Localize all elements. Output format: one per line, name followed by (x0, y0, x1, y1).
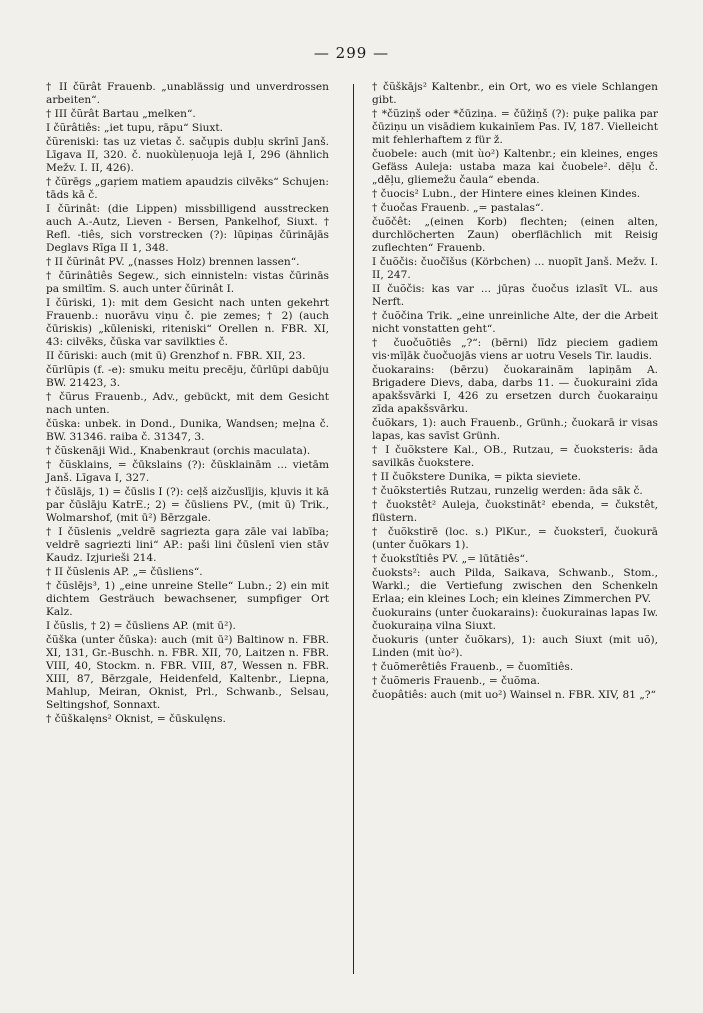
dictionary-entry: † čũrēgs „gaŗiem matiem apaudzis cilvēks“ Schujen: tāds kā č. (46, 176, 329, 201)
dictionary-entry: čũska: unbek. in Dond., Dunika, Wandsen; mel̦na č. BW. 31346. raiba č. 31347, 3. (46, 418, 329, 443)
dictionary-entry: † čũškalęns² Oknist, = čūskulęns. (46, 713, 226, 725)
column-divider (353, 84, 354, 974)
dictionary-entry: † čuokstêt² Auleja, čuokstināt² ebenda, = čukstêt, flüstern. (372, 499, 658, 524)
dictionary-entry: † čũrus Frauenb., Adv., gebückt, mit dem Gesicht nach unten. (46, 391, 329, 416)
dictionary-entry: I čũrinât: (die Lippen) missbilligend ausstrecken auch A.-Autz, Lieven - Bersen, Pankelhof, Siuxt. † Refl. -tiês, sich vorstrecken (?): lūpiņas čūrinājās Deglavs Rīga II 1, 348. (46, 203, 329, 254)
dictionary-entry: † III čũrât Bartau „melken“. (46, 108, 196, 120)
dictionary-entry: † čuõmerêtiês Frauenb., = čuomītiês. (372, 661, 574, 673)
dictionary-entry: † I čũslenis „veldrē sagriezta gaŗa zāle vai labība; veldrē sagriezti lini“ AP.: paši lini čūslenī vien stāv Kaudz. Izjurieši 214. (46, 526, 329, 564)
dictionary-entry: čuoksts²: auch Pilda, Saikava, Schwanb., Stom., Warkl.; die Vertiefung zwischen den Schenkeln Erlaa; ein kleines Loch; ein kleines Zimmerchen PV. (372, 567, 658, 605)
dictionary-entry: II čũriski: auch (mit ū) Grenzhof n. FBR. XII, 23. (46, 350, 306, 362)
dictionary-entry: † II čũslenis AP. „= čūsliens“. (46, 566, 203, 578)
dictionary-entry: čũška (unter čūska): auch (mit ū²) Baltinow n. FBR. XI, 131, Gr.-Buschh. n. FBR. XII, 70, Laitzen n. FBR. VIII, 40, Stockm. n. FBR. VIII, 87, Wessen n. FBR. XIII, 87, Bērzgale, Heidenfeld, Kaltenbr., Liepna, Mahlup, Meiran, Oknist, Prl., Schwanb., Selsau, Seltingshof, Sonnaxt. (46, 634, 329, 711)
dictionary-entry: † čuokstîtiês PV. „= lūtātiês“. (372, 553, 529, 565)
dictionary-entry: čũreniski: tas uz vietas č. saču̦pis dubl̦u skrīnī Janš. Līgava II, 320. č. nuokùlen̦uoja lejā I, 296 (ähnlich Mežv. I. II, 426). (46, 136, 329, 174)
dictionary-entry: I čũrâtiês: „iet tupu, rāpu“ Siuxt. (46, 122, 224, 134)
dictionary-entry: čuõčêt: „(einen Korb) flechten; (einen alten, durchlöcherten Zaun) oberflächlich mit Reisig zuflechten“ Frauenb. (372, 216, 658, 254)
dictionary-entry: čuopâtiês: auch (mit uo²) Wainsel n. FBR. XIV, 81 „?“ (372, 689, 656, 701)
page-number: — 299 — (313, 44, 390, 62)
dictionary-entry: † *čũziņš oder *čūziņa. = čūžiņš (?): puķe palika par čūziņu un visādiem kukainīem Pas. IV, 187. Vielleicht mit fehlerhaftem z für ž. (372, 108, 658, 146)
dictionary-entry: I čuõčis: čuočīšus (Körbchen) ... nuopīt Janš. Mežv. I. II, 247. (372, 256, 658, 281)
dictionary-entry: † čũsklains, = čūkslains (?): čūsklainām ... vietām Janš. Līgava I, 327. (46, 459, 329, 484)
left-column (46, 81, 329, 727)
dictionary-entry: † čũskenāji Wid., Knabenkraut (orchis maculata). (46, 445, 311, 457)
dictionary-entry: † I čuõkstere Kal., OB., Rutzau, = čuoksteris: āda savilkās čuokstere. (372, 444, 658, 469)
dictionary-entry: I čũriski, 1): mit dem Gesicht nach unten gekehrt Frauenb.: nuorāvu viņu č. pie zemes; † 2) (auch čūriskis) „kūleniski, riteniski“ Orellen n. FBR. XI, 43: cilvēks, čūska var savilkties č. (46, 297, 329, 348)
dictionary-entry: čuokuris (unter čuõkars), 1): auch Siuxt (mit uõ), Linden (mit ùo²). (372, 634, 658, 659)
dictionary-entry: † čuõkstertiês Rutzau, runzelig werden: āda sāk č. (372, 485, 643, 497)
dictionary-entry: † čuõkstirē (loc. s.) PlKur., = čuoksterī, čuokurā (unter čuõkars 1). (372, 526, 658, 551)
dictionary-entry: † čũslējs³, 1) „eine unreine Stelle“ Lubn.; 2) ein mit dichtem Gesträuch bewachsener, sumpfiger Ort Kalz. (46, 580, 329, 618)
dictionary-entry: II čuõčis: kas var ... jūŗas čuočus izlasīt VL. aus Nerft. (372, 283, 658, 308)
dictionary-entry: čuobele: auch (mit ùo²) Kaltenbr.; ein kleines, enges Gefäss Auleja: ustaba maza kai čuobele². dēl̦u č. „dēl̦u, gliemežu čaula“ ebenda. (372, 148, 658, 186)
dictionary-entry: † čuočas Frauenb. „= pastalas“. (372, 202, 544, 214)
dictionary-entry: † čũškājs² Kaltenbr., ein Ort, wo es viele Schlangen gibt. (372, 81, 658, 106)
dictionary-entry: † II čũrinât PV. „(nasses Holz) brennen lassen“. (46, 256, 300, 268)
dictionary-entry: čũrlũpis (f. -e): smuku meitu precēju, čūrlūpi dabūju BW. 21423, 3. (46, 364, 329, 389)
right-column (372, 81, 658, 703)
dictionary-entry: † čuõmeris Frauenb., = čuõma. (372, 675, 541, 687)
dictionary-entry: † čũrinâtiês Segew., sich einnisteln: vistas čūrinās pa smiltīm. S. auch unter čũrinât I. (46, 270, 329, 295)
dictionary-entry: čuokarains: (bērzu) čuokarainām lapiņām A. Brigadere Dievs, daba, darbs 11. — čuokuraini zīda apakšsvārki I, 426 zu ersetzen durch čuokaraiņu zīda apakšsvārku. (372, 364, 658, 415)
dictionary-entry: † II čũrât Frauenb. „unablässig und unverdrossen arbeiten“. (46, 81, 329, 106)
dictionary-entry: čuokurains (unter čuokarains): čuokurainas lapas Iw. čuokuraiņa vilna Siuxt. (372, 607, 658, 632)
dictionary-entry: I čũslis, † 2) = čūsliens AP. (mit ū²). (46, 620, 236, 632)
dictionary-entry: † II čuõkstere Dunika, = pikta sieviete. (372, 471, 582, 483)
dictionary-entry: † čũslājs, 1) = čūslis I (?): cel̦š aizčuslījis, kļuvis it kā par čūslāju KatrE.; 2) = čūsliens PV., (mit ū) Trik., Wolmarshof, (mit ū²) Bērzgale. (46, 486, 329, 524)
dictionary-entry: † čuõčina Trik. „eine unreinliche Alte, der die Arbeit nicht vonstatten geht“. (372, 310, 658, 335)
dictionary-entry: čuõkars, 1): auch Frauenb., Grünh.; čuokarā ir visas lapas, kas savīst Grünh. (372, 417, 658, 442)
dictionary-entry: † čuocis² Lubn., der Hintere eines kleinen Kindes. (372, 188, 641, 200)
dictionary-entry: † čuočuõtiês „?“: (bērni) līdz pieciem gadiem vis·mīļāk čuočuojās viens ar uotru Vesels Tir. laudis. (372, 337, 658, 362)
